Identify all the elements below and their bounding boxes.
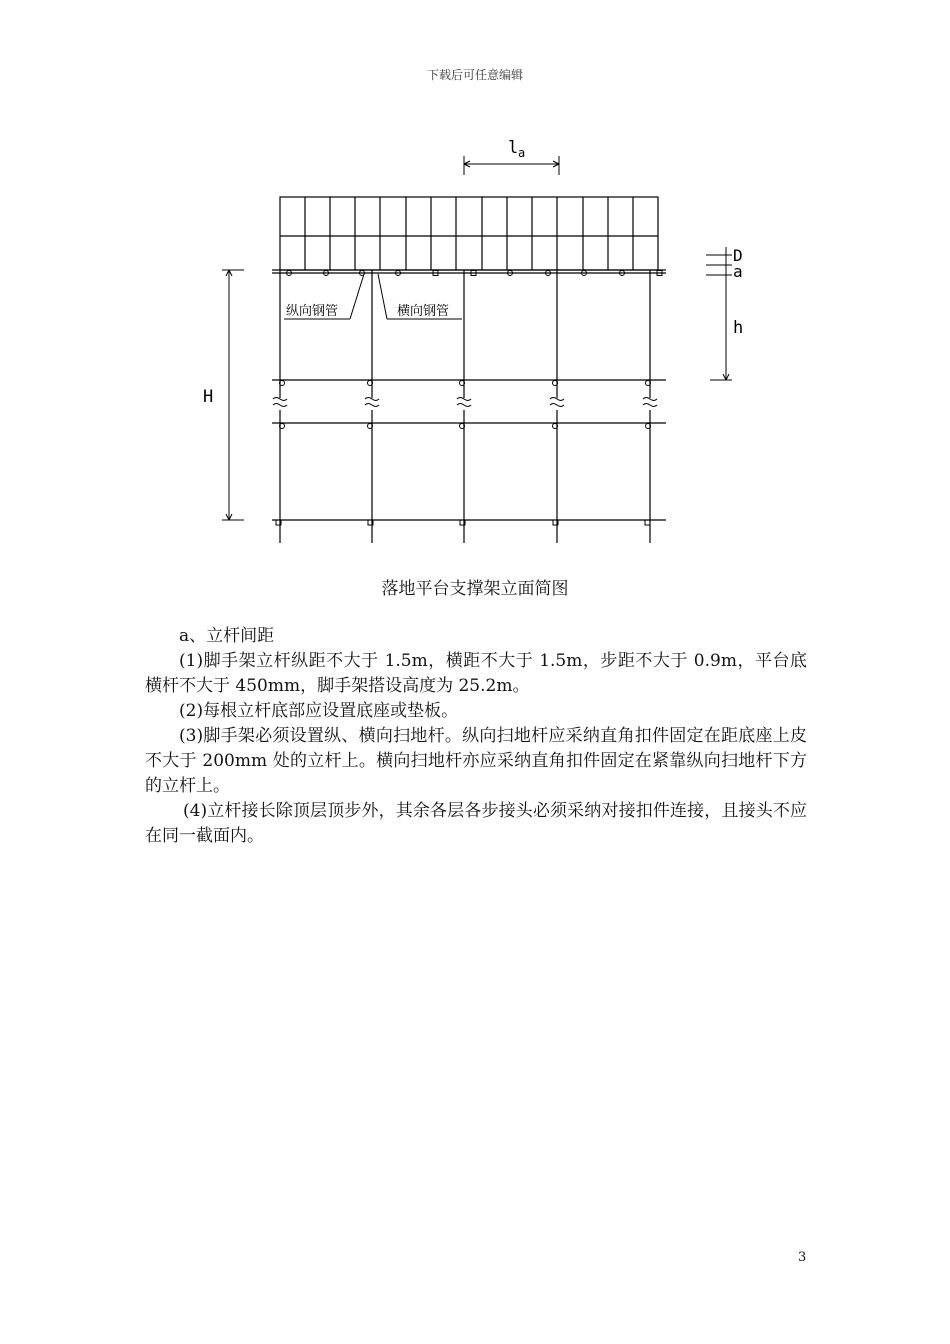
a-label: a [733,262,743,281]
right-dimension [706,247,732,380]
page-number: 3 [798,1250,807,1265]
H-dimension [222,270,244,520]
paragraph-1: (1)脚手架立杆纵距不大于 1.5m，横距不大于 1.5m，步距不大于 0.9m，平台底横杆不大于 450mm，脚手架搭设高度为 25.2m。 [145,651,807,696]
page-header: 下载后可任意编辑 [426,68,523,82]
la-subscript: a [518,146,526,160]
transverse-pipe-label: 横向钢管 [397,304,450,319]
longitudinal-pipe-label: 纵向钢管 [286,304,339,319]
la-label: l [508,138,519,158]
paragraph-2: (2)每根立杆底部应设置底座或垫板。 [179,701,459,721]
platform-grid [280,197,658,270]
diagram-caption: 落地平台支撑架立面简图 [381,579,569,599]
scaffold-elevation-diagram [0,0,950,560]
paragraph-3: (3)脚手架必须设置纵、横向扫地杆。纵向扫地杆应采纳直角扣件固定在距底座上皮不大于 200mm 处的立杆上。横向扫地杆亦应采纳直角扣件固定在紧靠纵向扫地杆下方的立杆上。 [145,726,807,796]
h-label: h [733,318,744,338]
D-label: D [733,246,743,265]
la-dimension [464,156,559,175]
H-label: H [203,387,214,407]
paragraph-4: (4)立杆接长除顶层顶步外，其余各层各步接头必须采纳对接扣件连接，且接头不应在同一截面内。 [145,801,807,846]
break-symbols [273,398,657,407]
section-heading: a、立杆间距 [179,626,275,646]
body-text [145,624,807,849]
